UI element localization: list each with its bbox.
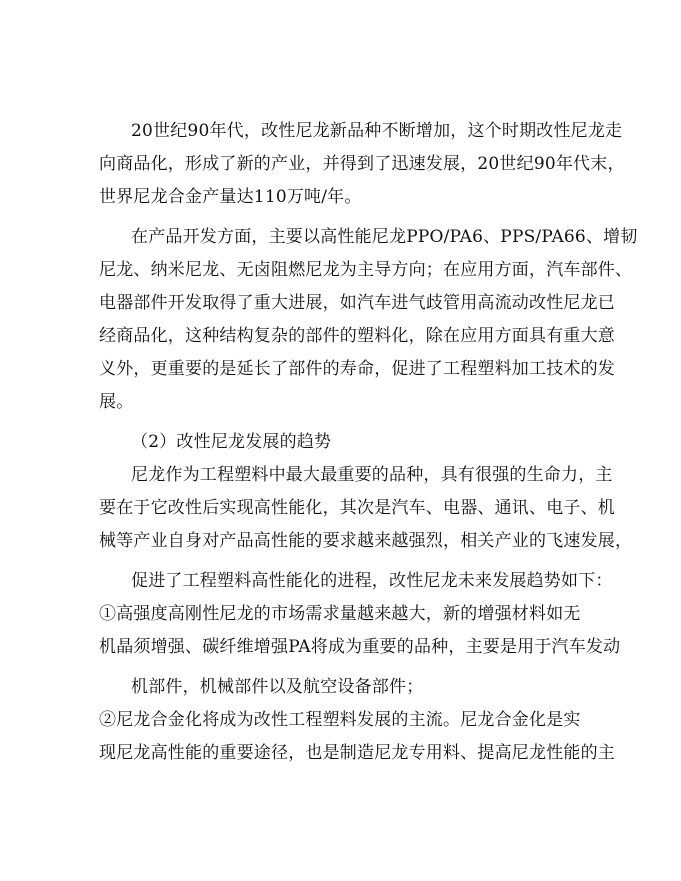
list-item-line: ②尼龙合金化将成为改性工程塑料发展的主流。尼龙合金化是实 <box>99 710 581 730</box>
paragraph-line: 在产品开发方面，主要以高性能尼龙PPO/PA6、PPS/PA66、增韧 <box>131 227 638 247</box>
list-item-line: 机部件，机械部件以及航空设备部件； <box>131 677 424 697</box>
section-heading: （2）改性尼龙发展的趋势 <box>131 432 332 452</box>
paragraph-line: 尼龙作为工程塑料中最大最重要的品种，具有很强的生命力，主 <box>131 465 613 485</box>
paragraph-line: 向商品化，形成了新的产业，并得到了迅速发展，20世纪90年代末， <box>99 154 625 174</box>
list-item-line: 现尼龙高性能的重要途径，也是制造尼龙专用料、提高尼龙性能的主 <box>99 743 615 763</box>
paragraph-line: 要在于它改性后实现高性能化，其次是汽车、电器、通讯、电子、机 <box>99 498 615 518</box>
paragraph-line: 世界尼龙合金产量达110万吨/年。 <box>99 187 362 207</box>
paragraph-line: 义外，更重要的是延长了部件的寿命，促进了工程塑料加工技术的发 <box>99 359 615 379</box>
paragraph-line: 20世纪90年代，改性尼龙新品种不断增加，这个时期改性尼龙走 <box>131 121 623 141</box>
list-item-line: 机晶须增强、碳纤维增强PA将成为重要的品种，主要是用于汽车发动 <box>99 637 621 657</box>
list-item-line: ①高强度高刚性尼龙的市场需求量越来越大，新的增强材料如无 <box>99 604 581 624</box>
paragraph-line: 尼龙、纳米尼龙、无卤阻燃尼龙为主导方向；在应用方面，汽车部件、 <box>99 260 633 280</box>
paragraph-line: 械等产业自身对产品高性能的要求越来越强烈，相关产业的飞速发展， <box>99 531 633 551</box>
paragraph-line: 电器部件开发取得了重大进展，如汽车进气歧管用高流动改性尼龙已 <box>99 293 615 313</box>
paragraph-line: 促进了工程塑料高性能化的进程，改性尼龙未来发展趋势如下： <box>131 571 613 591</box>
paragraph-line: 展。 <box>99 392 134 412</box>
paragraph-line: 经商品化，这种结构复杂的部件的塑料化，除在应用方面具有重大意 <box>99 326 615 346</box>
